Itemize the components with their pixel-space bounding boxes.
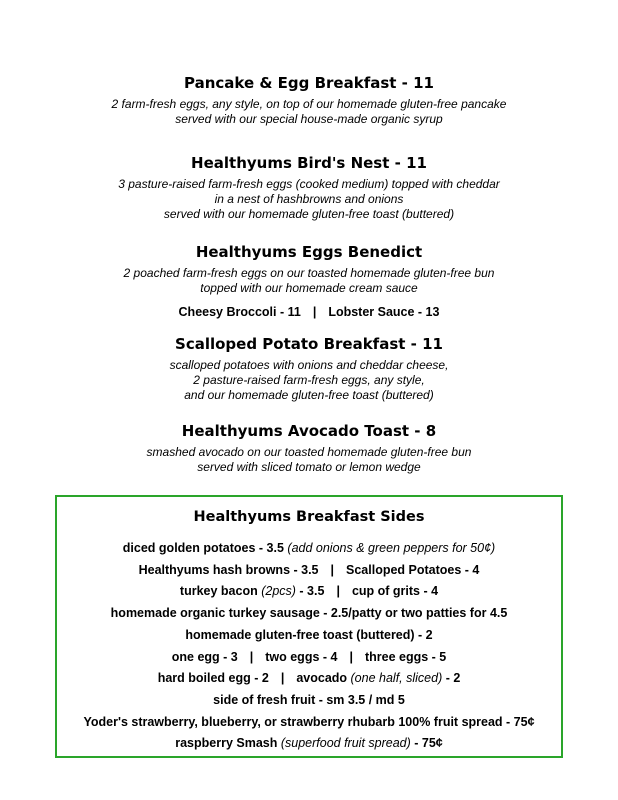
menu-item-title: Pancake & Egg Breakfast - 11 <box>183 74 434 92</box>
side-item-row <box>57 647 561 669</box>
menu-item-desc-line: scalloped potatoes with onions and cheddar cheese, <box>169 358 449 372</box>
menu-item-desc-line: served with sliced tomato or lemon wedge <box>197 460 421 474</box>
side-item-row <box>57 668 561 690</box>
side-item-text: homemade gluten-free toast (buttered) - 2 <box>185 627 433 642</box>
side-item-text: Healthyums hash browns - 3.5 <box>138 562 319 577</box>
menu-item-birds-nest <box>0 153 618 222</box>
side-item-text: one egg - 3 <box>171 649 238 664</box>
side-item-row <box>57 625 561 647</box>
breakfast-sides-box <box>55 495 563 758</box>
separator: | <box>312 305 317 319</box>
side-item-text: raspberry Smash <box>175 736 281 751</box>
menu-item-desc-line: in a nest of hashbrowns and onions <box>214 192 404 206</box>
sides-list <box>57 538 561 755</box>
side-item-text: - 75¢ <box>410 736 443 751</box>
separator: | <box>249 649 254 664</box>
menu-item-pancake-egg <box>0 73 618 127</box>
side-item-text: - 2 <box>442 671 461 686</box>
separator: | <box>349 649 353 664</box>
side-item-text: Scalloped Potatoes - 4 <box>346 562 480 577</box>
side-item-text: two eggs - 4 <box>265 649 338 664</box>
benedict-variants <box>0 304 618 320</box>
side-item-row <box>57 538 561 560</box>
menu-item-desc-line: 2 poached farm-fresh eggs on our toasted homemade gluten-free bun <box>123 266 495 280</box>
menu-item-title: Healthyums Bird's Nest - 11 <box>191 154 427 172</box>
side-item-text: turkey bacon <box>179 584 262 599</box>
menu-item-desc-line: served with our homemade gluten-free toast (buttered) <box>163 207 455 221</box>
side-item-row <box>57 733 561 755</box>
menu-item-desc-line: 3 pasture-raised farm-fresh eggs (cooked medium) topped with cheddar <box>118 177 500 191</box>
side-item-row <box>57 560 561 582</box>
side-item-note: (one half, sliced) <box>350 671 443 686</box>
side-item-text: hard boiled egg - 2 <box>157 671 269 686</box>
side-item-text: homemade organic turkey sausage - 2.5/patty or two patties for 4.5 <box>110 606 508 621</box>
side-item-text: three eggs - 5 <box>364 649 447 664</box>
side-item-text: cup of grits - 4 <box>351 584 439 599</box>
side-item-text: side of fresh fruit - sm 3.5 / md 5 <box>213 692 405 707</box>
separator: | <box>336 584 340 599</box>
menu-item-desc-line: 2 farm-fresh eggs, any style, on top of our homemade gluten-free pancake <box>111 97 507 111</box>
menu-item-title: Scalloped Potato Breakfast - 11 <box>175 335 443 353</box>
menu-item-desc-line: topped with our homemade cream sauce <box>200 281 418 295</box>
side-item-row <box>57 712 561 734</box>
menu-item-title: Healthyums Eggs Benedict <box>195 243 423 261</box>
side-item-text: - 3.5 <box>295 584 325 599</box>
side-item-note: (2pcs) <box>261 584 296 599</box>
side-item-row <box>57 603 561 625</box>
menu-item-desc-line: served with our special house-made organic syrup <box>175 112 443 126</box>
side-item-note: (add onions & green peppers for 50¢) <box>287 541 496 555</box>
variant-cheesy-broccoli: Cheesy Broccoli - 11 <box>178 305 301 319</box>
menu-item-desc-line: 2 pasture-raised farm-fresh eggs, any style, <box>193 373 425 387</box>
side-item-row <box>57 581 561 603</box>
menu-item-avocado-toast <box>0 421 618 475</box>
side-item-text: Yoder's strawberry, blueberry, or strawberry rhubarb 100% fruit spread - 75¢ <box>83 714 535 729</box>
separator: | <box>280 671 285 686</box>
side-item-text: diced golden potatoes - 3.5 <box>122 541 288 555</box>
separator: | <box>330 562 335 577</box>
menu-item-desc-line: smashed avocado on our toasted homemade gluten-free bun <box>146 445 472 459</box>
side-item-text: avocado <box>296 671 351 686</box>
side-item-row <box>57 690 561 712</box>
menu-item-eggs-benedict <box>0 242 618 320</box>
sides-title: Healthyums Breakfast Sides <box>193 509 425 525</box>
menu-item-desc-line: and our homemade gluten-free toast (buttered) <box>184 388 434 402</box>
side-item-note: (superfood fruit spread) <box>280 736 411 751</box>
menu-item-title: Healthyums Avocado Toast - 8 <box>181 422 437 440</box>
variant-lobster-sauce: Lobster Sauce - 13 <box>328 305 440 319</box>
menu-item-scalloped-potato <box>0 334 618 403</box>
